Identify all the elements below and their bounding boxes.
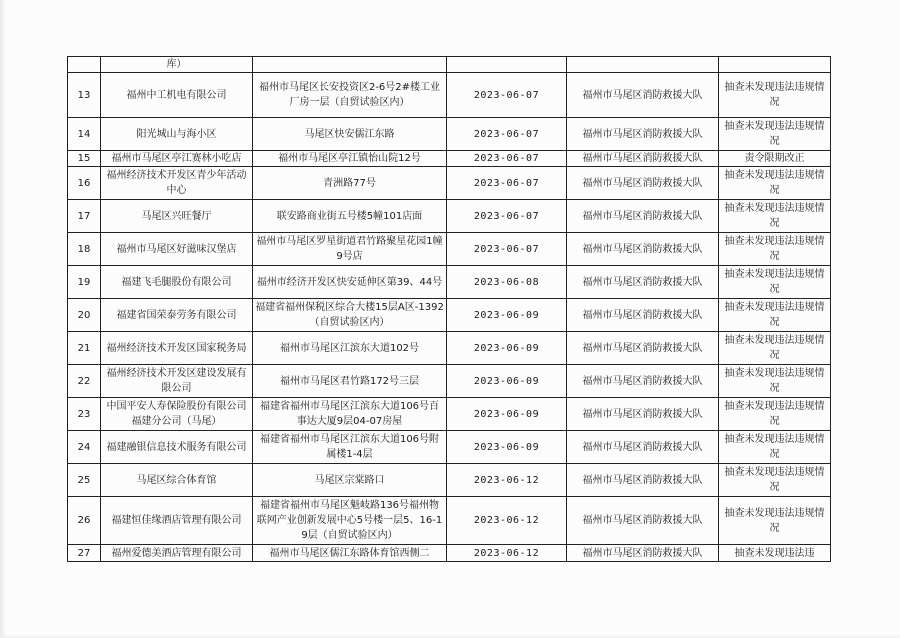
inspection-date-cell: 2023-06-12 — [447, 545, 567, 562]
inspection-result-cell: 抽查未发现违法违规情况 — [719, 431, 831, 464]
unit-name-cell: 福建融银信息技术服务有限公司 — [101, 431, 253, 464]
inspecting-unit-cell: 福州市马尾区消防救援大队 — [567, 299, 719, 332]
inspection-date-cell: 2023-06-09 — [447, 431, 567, 464]
inspecting-unit-cell: 福州市马尾区消防救援大队 — [567, 464, 719, 497]
inspection-date-cell: 2023-06-07 — [447, 73, 567, 118]
inspection-result-cell: 抽查未发现违法违规情况 — [719, 398, 831, 431]
table-row — [68, 332, 831, 365]
address-cell: 福州市马尾区长安投资区2-6号2#楼工业厂房一层（自贸试验区内） — [253, 73, 447, 118]
address-cell: 福州市马尾区江滨东大道102号 — [253, 332, 447, 365]
address-cell: 福州市马尾区儒江东路体育馆西侧二 — [253, 545, 447, 562]
unit-name-cell: 中国平安人寿保险股份有限公司福建分公司（马尾） — [101, 398, 253, 431]
inspection-result-cell: 抽查未发现违法违规情况 — [719, 73, 831, 118]
inspection-date-cell: 2023-06-12 — [447, 464, 567, 497]
inspection-result-cell: 抽查未发现违法违 — [719, 545, 831, 562]
table-row — [68, 200, 831, 233]
unit-name-cell: 福州经济技术开发区青少年活动中心 — [101, 167, 253, 200]
inspection-result-cell: 抽查未发现违法违规情况 — [719, 497, 831, 545]
unit-name-cell: 福州爱德美酒店管理有限公司 — [101, 545, 253, 562]
inspecting-unit-cell: 福州市马尾区消防救援大队 — [567, 200, 719, 233]
inspection-result-cell: 抽查未发现违法违规情况 — [719, 118, 831, 151]
inspection-date-cell: 2023-06-09 — [447, 299, 567, 332]
inspection-result-cell: 抽查未发现违法违规情况 — [719, 365, 831, 398]
inspection-result-cell: 抽查未发现违法违规情况 — [719, 266, 831, 299]
inspection-result-cell: 抽查未发现违法违规情况 — [719, 167, 831, 200]
address-cell: 福建省福州市马尾区江滨东大道106号百事达大厦9层04-07房屋 — [253, 398, 447, 431]
inspection-table — [67, 56, 831, 562]
address-cell — [253, 57, 447, 73]
unit-name-cell: 阳光城山与海小区 — [101, 118, 253, 151]
table-row — [68, 398, 831, 431]
inspection-date-cell: 2023-06-07 — [447, 118, 567, 151]
inspection-date-cell: 2023-06-08 — [447, 266, 567, 299]
table-row — [68, 464, 831, 497]
unit-name-cell: 福州经济技术开发区建设发展有限公司 — [101, 365, 253, 398]
inspecting-unit-cell: 福州市马尾区消防救援大队 — [567, 73, 719, 118]
unit-name-cell: 库） — [101, 57, 253, 73]
row-number-cell: 20 — [68, 299, 101, 332]
inspecting-unit-cell: 福州市马尾区消防救援大队 — [567, 365, 719, 398]
row-number-cell: 16 — [68, 167, 101, 200]
address-cell: 福建省福州保税区综合大楼15层A区-1392（自贸试验区内） — [253, 299, 447, 332]
inspection-date-cell — [447, 57, 567, 73]
address-cell: 福州市马尾区君竹路172号三层 — [253, 365, 447, 398]
row-number-cell: 27 — [68, 545, 101, 562]
inspection-date-cell: 2023-06-09 — [447, 332, 567, 365]
inspection-result-cell: 抽查未发现违法违规情况 — [719, 233, 831, 266]
inspection-result-cell: 抽查未发现违法违规情况 — [719, 299, 831, 332]
table-row — [68, 266, 831, 299]
row-number-cell: 17 — [68, 200, 101, 233]
table-row — [68, 431, 831, 464]
inspection-date-cell: 2023-06-07 — [447, 200, 567, 233]
inspection-date-cell: 2023-06-09 — [447, 365, 567, 398]
inspecting-unit-cell: 福州市马尾区消防救援大队 — [567, 118, 719, 151]
inspection-date-cell: 2023-06-07 — [447, 167, 567, 200]
scan-edge-shadow — [0, 0, 6, 638]
unit-name-cell: 福建飞毛腿股份有限公司 — [101, 266, 253, 299]
row-number-cell: 18 — [68, 233, 101, 266]
row-number-cell: 19 — [68, 266, 101, 299]
unit-name-cell: 福建恒佳缘酒店管理有限公司 — [101, 497, 253, 545]
table-row — [68, 73, 831, 118]
inspecting-unit-cell: 福州市马尾区消防救援大队 — [567, 545, 719, 562]
address-cell: 福州市马尾区罗星街道君竹路聚星花园1幢9号店 — [253, 233, 447, 266]
address-cell: 福州市经济开发区快安延伸区第39、44号 — [253, 266, 447, 299]
inspecting-unit-cell: 福州市马尾区消防救援大队 — [567, 431, 719, 464]
unit-name-cell: 福州经济技术开发区国家税务局 — [101, 332, 253, 365]
row-number-cell: 26 — [68, 497, 101, 545]
inspection-date-cell: 2023-06-07 — [447, 151, 567, 167]
inspecting-unit-cell: 福州市马尾区消防救援大队 — [567, 151, 719, 167]
address-cell: 马尾区宗棠路口 — [253, 464, 447, 497]
inspecting-unit-cell: 福州市马尾区消防救援大队 — [567, 233, 719, 266]
inspection-result-cell — [719, 57, 831, 73]
address-cell: 马尾区快安儒江东路 — [253, 118, 447, 151]
row-number-cell: 14 — [68, 118, 101, 151]
inspecting-unit-cell: 福州市马尾区消防救援大队 — [567, 497, 719, 545]
row-number-cell: 25 — [68, 464, 101, 497]
address-cell: 福建省福州市马尾区魁岐路136号福州物联网产业创新发展中心5号楼一层5、16-19层（自贸试验区内） — [253, 497, 447, 545]
table-row — [68, 57, 831, 73]
table-row — [68, 151, 831, 167]
address-cell: 青洲路77号 — [253, 167, 447, 200]
row-number-cell: 13 — [68, 73, 101, 118]
row-number-cell: 22 — [68, 365, 101, 398]
scan-bottom-shadow — [0, 634, 900, 638]
unit-name-cell: 马尾区兴旺餐厅 — [101, 200, 253, 233]
unit-name-cell: 福州市马尾区亭江赛林小吃店 — [101, 151, 253, 167]
inspection-date-cell: 2023-06-09 — [447, 398, 567, 431]
table-row — [68, 497, 831, 545]
row-number-cell — [68, 57, 101, 73]
table-row — [68, 233, 831, 266]
table-row — [68, 545, 831, 562]
unit-name-cell: 福州市马尾区好滋味汉堡店 — [101, 233, 253, 266]
inspecting-unit-cell — [567, 57, 719, 73]
inspecting-unit-cell: 福州市马尾区消防救援大队 — [567, 266, 719, 299]
inspection-table-body — [68, 57, 831, 562]
row-number-cell: 21 — [68, 332, 101, 365]
inspection-result-cell: 抽查未发现违法违规情况 — [719, 332, 831, 365]
table-row — [68, 299, 831, 332]
row-number-cell: 23 — [68, 398, 101, 431]
address-cell: 福州市马尾区亭江镇怡山院12号 — [253, 151, 447, 167]
row-number-cell: 24 — [68, 431, 101, 464]
inspection-date-cell: 2023-06-12 — [447, 497, 567, 545]
inspecting-unit-cell: 福州市马尾区消防救援大队 — [567, 398, 719, 431]
inspecting-unit-cell: 福州市马尾区消防救援大队 — [567, 167, 719, 200]
unit-name-cell: 福建省国荣泰劳务有限公司 — [101, 299, 253, 332]
address-cell: 福建省福州市马尾区江滨东大道106号附属楼1-4层 — [253, 431, 447, 464]
unit-name-cell: 马尾区综合体育馆 — [101, 464, 253, 497]
inspection-date-cell: 2023-06-07 — [447, 233, 567, 266]
unit-name-cell: 福州中工机电有限公司 — [101, 73, 253, 118]
inspection-result-cell: 抽查未发现违法违规情况 — [719, 200, 831, 233]
row-number-cell: 15 — [68, 151, 101, 167]
table-row — [68, 365, 831, 398]
table-row — [68, 167, 831, 200]
inspection-result-cell: 责令限期改正 — [719, 151, 831, 167]
inspection-result-cell: 抽查未发现违法违规情况 — [719, 464, 831, 497]
address-cell: 联安路商业街五号楼5幢101店面 — [253, 200, 447, 233]
inspecting-unit-cell: 福州市马尾区消防救援大队 — [567, 332, 719, 365]
table-row — [68, 118, 831, 151]
